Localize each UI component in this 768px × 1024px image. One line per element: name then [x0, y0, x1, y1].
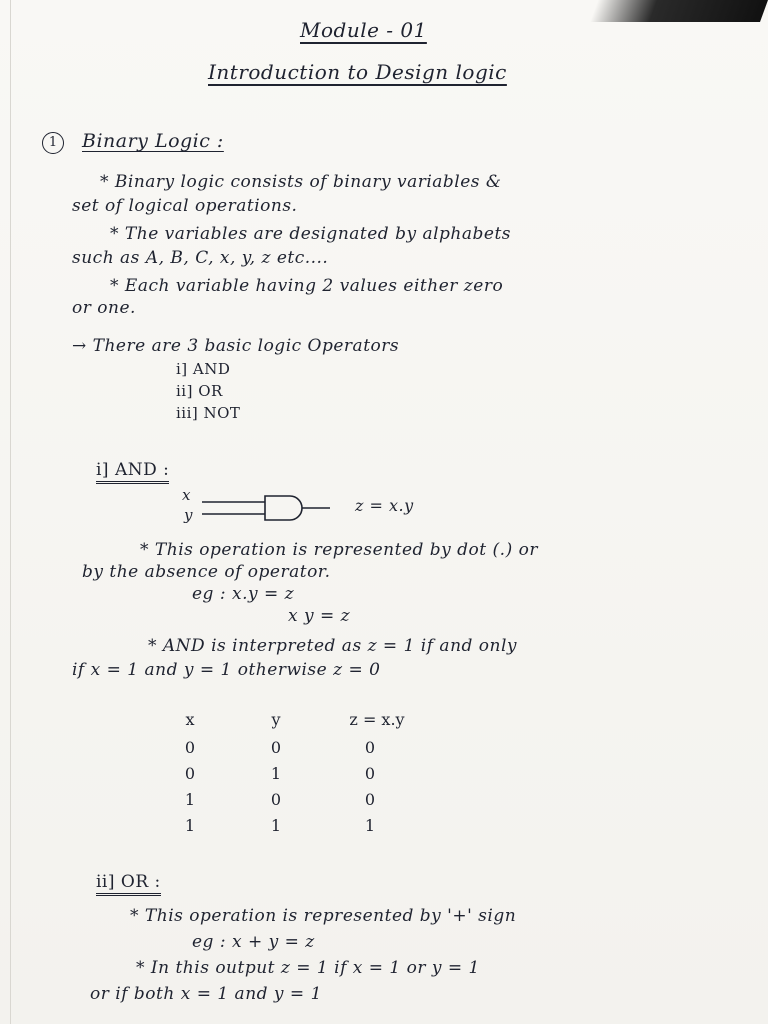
- and-input-x: x: [182, 486, 191, 504]
- text-line: by the absence of operator.: [82, 562, 331, 582]
- operator-item: ii] OR: [176, 382, 223, 400]
- text-line: * Binary logic consists of binary variables &: [100, 172, 502, 192]
- table-cell: 0: [364, 764, 376, 783]
- text-line: or one.: [72, 298, 136, 318]
- section-heading-binary-logic: Binary Logic :: [82, 130, 224, 152]
- table-cell: 1: [270, 816, 282, 835]
- and-input-y: y: [184, 506, 193, 524]
- table-cell: 1: [270, 764, 282, 783]
- example-line: x y = z: [288, 606, 351, 626]
- table-header: x: [185, 710, 195, 729]
- text-line: * This operation is represented by dot (.) or: [140, 540, 538, 560]
- text-line: * AND is interpreted as z = 1 if and only: [148, 636, 518, 656]
- table-cell: 1: [364, 816, 376, 835]
- and-gate-diagram: [180, 488, 330, 532]
- or-heading: ii] OR :: [96, 872, 161, 892]
- example-line: eg : x.y = z: [192, 584, 295, 604]
- table-cell: 0: [364, 790, 376, 809]
- text-line: * In this output z = 1 if x = 1 or y = 1: [136, 958, 480, 978]
- operators-intro: → There are 3 basic logic Operators: [72, 336, 400, 356]
- table-cell: 1: [184, 790, 196, 809]
- table-cell: 0: [270, 790, 282, 809]
- text-line: * This operation is represented by '+' sign: [130, 906, 517, 926]
- operator-item: i] AND: [176, 360, 231, 378]
- and-truth-table: [170, 710, 420, 835]
- text-line: such as A, B, C, x, y, z etc....: [72, 248, 329, 268]
- and-output-label: z = x.y: [355, 496, 414, 515]
- table-header: y: [271, 710, 281, 729]
- table-cell: 0: [184, 738, 196, 757]
- operator-item: iii] NOT: [176, 404, 241, 422]
- table-header: z = x.y: [349, 710, 405, 729]
- and-gate-icon: [180, 488, 330, 528]
- page-title: Introduction to Design logic: [208, 60, 507, 84]
- section-number: 1: [42, 132, 64, 154]
- module-title: Module - 01: [300, 18, 427, 42]
- page-corner-shadow: [590, 0, 768, 22]
- table-cell: 0: [270, 738, 282, 757]
- text-line: if x = 1 and y = 1 otherwise z = 0: [72, 660, 381, 680]
- example-line: eg : x + y = z: [192, 932, 315, 952]
- text-line: set of logical operations.: [72, 196, 298, 216]
- text-line: * The variables are designated by alphabets: [110, 224, 512, 244]
- text-line: * Each variable having 2 values either zero: [110, 276, 504, 296]
- and-heading: i] AND :: [96, 460, 169, 480]
- table-cell: 0: [364, 738, 376, 757]
- text-line: or if both x = 1 and y = 1: [90, 984, 322, 1004]
- table-cell: 0: [184, 764, 196, 783]
- table-cell: 1: [184, 816, 196, 835]
- page-margin-line: [10, 0, 11, 1024]
